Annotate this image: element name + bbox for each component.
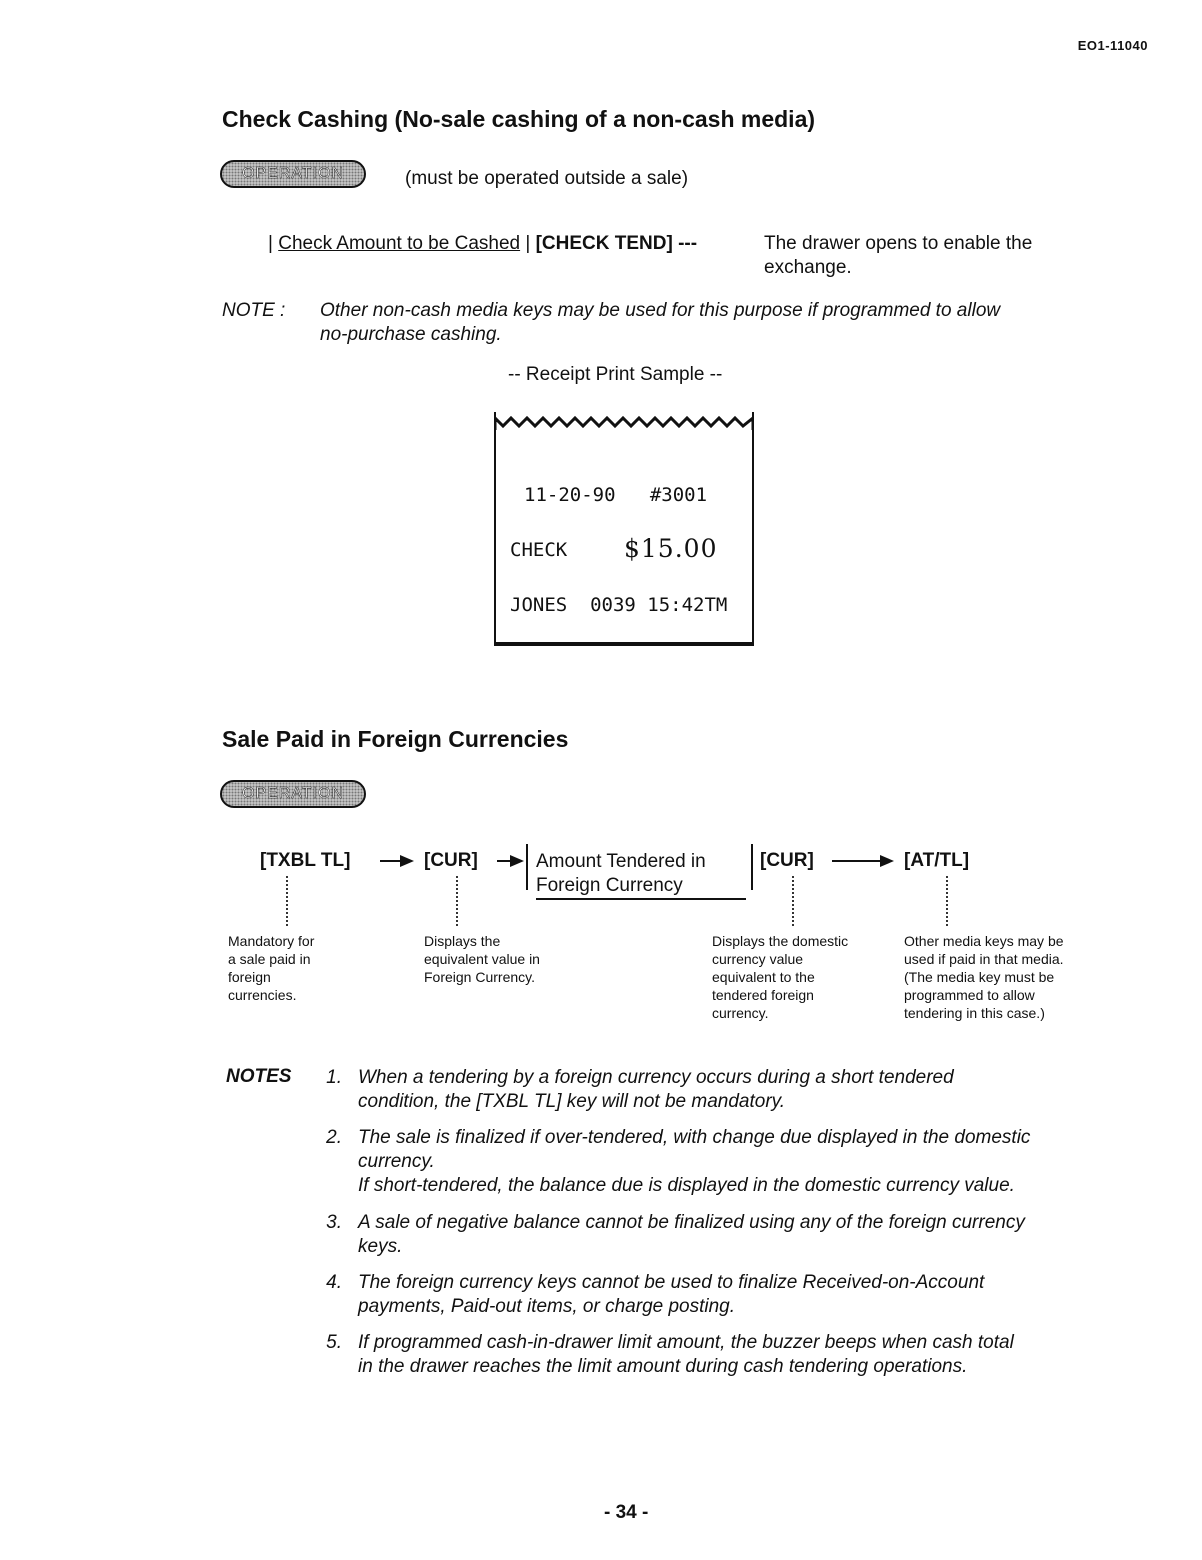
desc-line: a sale paid in — [228, 951, 311, 967]
desc-line: equivalent value in — [424, 951, 540, 967]
receipt-sample — [494, 412, 754, 646]
divider-bar: | — [268, 233, 273, 254]
arrow — [380, 860, 402, 862]
section-title-check-cashing: Check Cashing (No-sale cashing of a non-cash media) — [222, 106, 816, 132]
note-line: If short-tendered, the balance due is displayed in the domestic currency value. — [358, 1175, 1015, 1196]
desc-line: used if paid in that media. — [904, 951, 1064, 967]
desc-line: (The media key must be — [904, 969, 1055, 985]
desc-line: Displays the — [424, 933, 501, 949]
desc-line: programmed to allow — [904, 987, 1035, 1003]
page-number: - 34 - — [604, 1502, 649, 1523]
description-txbl-tl — [228, 932, 314, 1004]
arrow-right-icon — [400, 855, 414, 867]
cur-key: [CUR] — [424, 850, 478, 871]
note-line: in the drawer reaches the limit amount during cash tendering operations. — [358, 1356, 968, 1377]
note-line: When a tendering by a foreign currency occurs during a short tendered — [358, 1067, 954, 1088]
arrow — [497, 860, 511, 862]
operation-note: (must be operated outside a sale) — [405, 168, 689, 189]
note-line: keys. — [358, 1236, 403, 1257]
note-line1: Other non-cash media keys may be used for this purpose if programmed to allow — [320, 300, 1001, 321]
amount-tendered-line1: Amount Tendered in — [536, 851, 706, 872]
note-number: 2. — [326, 1127, 342, 1148]
desc-line: Other media keys may be — [904, 933, 1064, 949]
receipt-check-amount: $15.00 — [624, 534, 718, 563]
desc-line: currencies. — [228, 987, 297, 1003]
divider-bar: | — [525, 233, 531, 254]
at-tl-key: [AT/TL] — [904, 850, 970, 871]
step-result-line2: exchange. — [764, 257, 852, 278]
desc-line: currency. — [712, 1005, 769, 1021]
divider-bar — [751, 844, 753, 890]
input-underline — [536, 898, 746, 900]
operation-badge: OPERATION — [220, 780, 366, 808]
arrow-right-icon — [880, 855, 894, 867]
notes-label: NOTES — [226, 1066, 292, 1087]
note-item-4 — [316, 1271, 984, 1319]
note-item-1 — [316, 1066, 954, 1114]
note-number: 5. — [326, 1332, 342, 1353]
arrow — [832, 860, 882, 862]
desc-line: currency value — [712, 951, 804, 967]
step-result-line1: The drawer opens to enable the — [764, 233, 1033, 254]
desc-line: foreign — [228, 969, 271, 985]
cur-key: [CUR] — [760, 850, 814, 871]
desc-line: tendering in this case.) — [904, 1005, 1045, 1021]
receipt-date-line: 11-20-90 #3001 — [524, 484, 708, 506]
desc-line: tendered foreign — [712, 987, 814, 1003]
note-item-2 — [316, 1126, 1030, 1198]
dotted-leader — [792, 876, 794, 926]
dotted-leader — [286, 876, 288, 926]
dotted-leader — [946, 876, 948, 926]
note-item-3 — [316, 1211, 1025, 1259]
txbl-tl-key: [TXBL TL] — [260, 850, 351, 871]
desc-line: Displays the domestic — [712, 933, 849, 949]
operation-step — [268, 233, 697, 255]
note-number: 4. — [326, 1272, 342, 1293]
note-line: If programmed cash-in-drawer limit amount, the buzzer beeps when cash total — [358, 1332, 1014, 1353]
note-number: 3. — [326, 1212, 342, 1233]
description-cur-second — [712, 932, 848, 1022]
torn-edge-icon — [494, 412, 754, 432]
divider-bar — [526, 844, 528, 890]
receipt-clerk-line: JONES 0039 15:42TM — [510, 594, 728, 616]
desc-line: Foreign Currency. — [424, 969, 536, 985]
amount-tendered-line2: Foreign Currency — [536, 875, 683, 896]
dotted-leader — [456, 876, 458, 926]
check-tend-key: [CHECK TEND] --- — [535, 233, 698, 254]
note-line: payments, Paid-out items, or charge posting. — [358, 1296, 736, 1317]
note-line: The foreign currency keys cannot be used to finalize Received-on-Account — [358, 1272, 985, 1293]
note-line2: no-purchase cashing. — [320, 324, 502, 345]
operation-badge: OPERATION — [220, 160, 366, 188]
receipt-caption: -- Receipt Print Sample -- — [508, 364, 723, 385]
note-line: A sale of negative balance cannot be finalized using any of the foreign currency — [358, 1212, 1025, 1233]
note-line: The sale is finalized if over-tendered, with change due displayed in the domestic — [358, 1127, 1031, 1148]
receipt-check-label: CHECK — [510, 539, 568, 561]
description-at-tl — [904, 932, 1064, 1022]
note-number: 1. — [326, 1067, 342, 1088]
note-item-5 — [316, 1331, 1014, 1379]
note-line: currency. — [358, 1151, 435, 1172]
note-label: NOTE : — [222, 300, 286, 321]
desc-line: equivalent to the — [712, 969, 815, 985]
desc-line: Mandatory for — [228, 933, 315, 949]
section-title-foreign-currencies: Sale Paid in Foreign Currencies — [222, 726, 569, 752]
note-line: condition, the [TXBL TL] key will not be mandatory. — [358, 1091, 786, 1112]
description-cur-first — [424, 932, 540, 986]
step-input: Check Amount to be Cashed — [278, 233, 521, 254]
document-id: EO1-11040 — [1077, 38, 1148, 53]
arrow-right-icon — [510, 855, 524, 867]
